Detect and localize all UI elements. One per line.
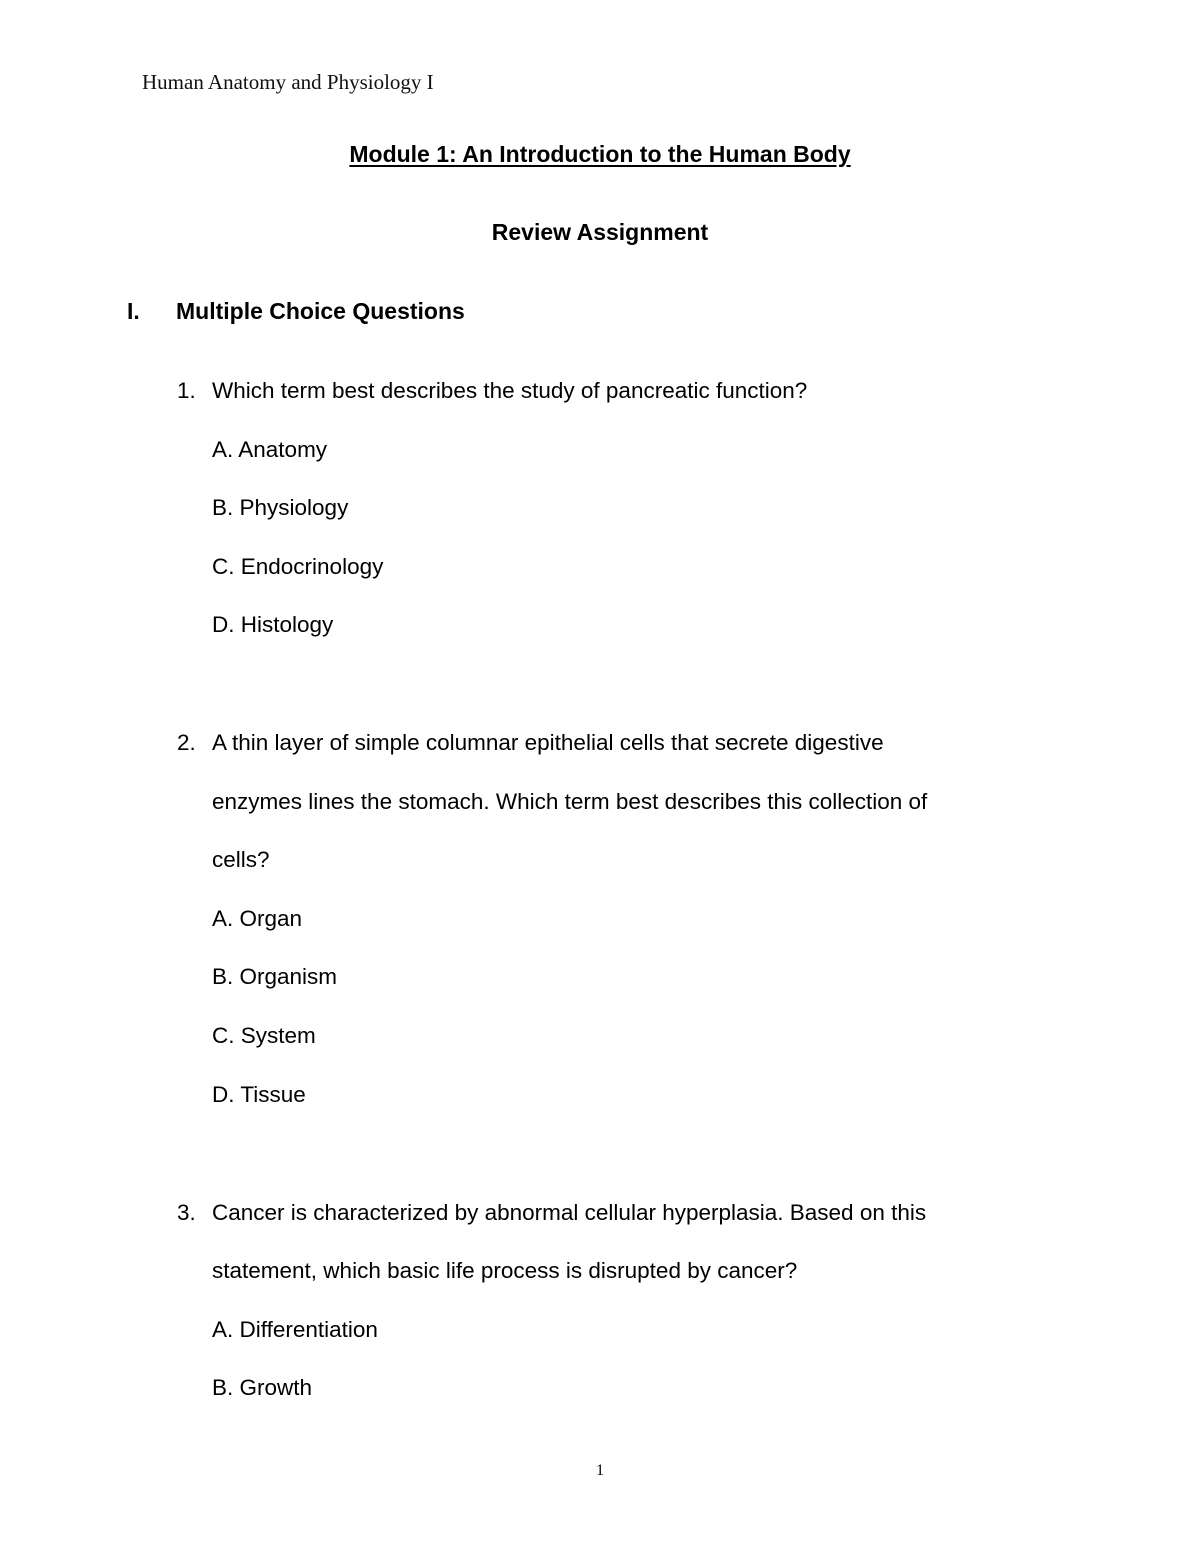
answer-option: D. Histology: [212, 612, 334, 637]
question-number: 3.: [177, 1200, 196, 1225]
answer-option: C. Endocrinology: [212, 554, 384, 579]
question-number: 2.: [177, 730, 196, 755]
question-text-line: enzymes lines the stomach. Which term best describes this collection of: [212, 789, 928, 814]
question-text-line: statement, which basic life process is disrupted by cancer?: [212, 1258, 798, 1283]
answer-option: B. Organism: [212, 964, 338, 989]
section-heading: [127, 298, 465, 325]
answer-option: A. Organ: [212, 906, 303, 931]
running-header: Human Anatomy and Physiology I: [142, 70, 434, 94]
answer-option: A. Anatomy: [212, 437, 328, 462]
page-number: 1: [596, 1462, 604, 1479]
page-subtitle: Review Assignment: [491, 219, 709, 245]
answer-option: B. Physiology: [212, 495, 349, 520]
question-text-line: cells?: [212, 847, 270, 872]
page-title: Module 1: An Introduction to the Human Body: [349, 141, 851, 167]
question-text-line: Cancer is characterized by abnormal cellular hyperplasia. Based on this: [212, 1200, 927, 1225]
question-text-line: Which term best describes the study of pancreatic function?: [212, 378, 808, 403]
question-number: 1.: [177, 378, 196, 403]
section-title: Multiple Choice Questions: [176, 298, 465, 324]
answer-option: A. Differentiation: [212, 1317, 378, 1342]
section-number: I.: [127, 298, 140, 324]
question-text-line: A thin layer of simple columnar epithelial cells that secrete digestive: [212, 730, 884, 755]
answer-option: B. Growth: [212, 1375, 313, 1400]
answer-option: C. System: [212, 1023, 316, 1048]
answer-option: D. Tissue: [212, 1082, 306, 1107]
